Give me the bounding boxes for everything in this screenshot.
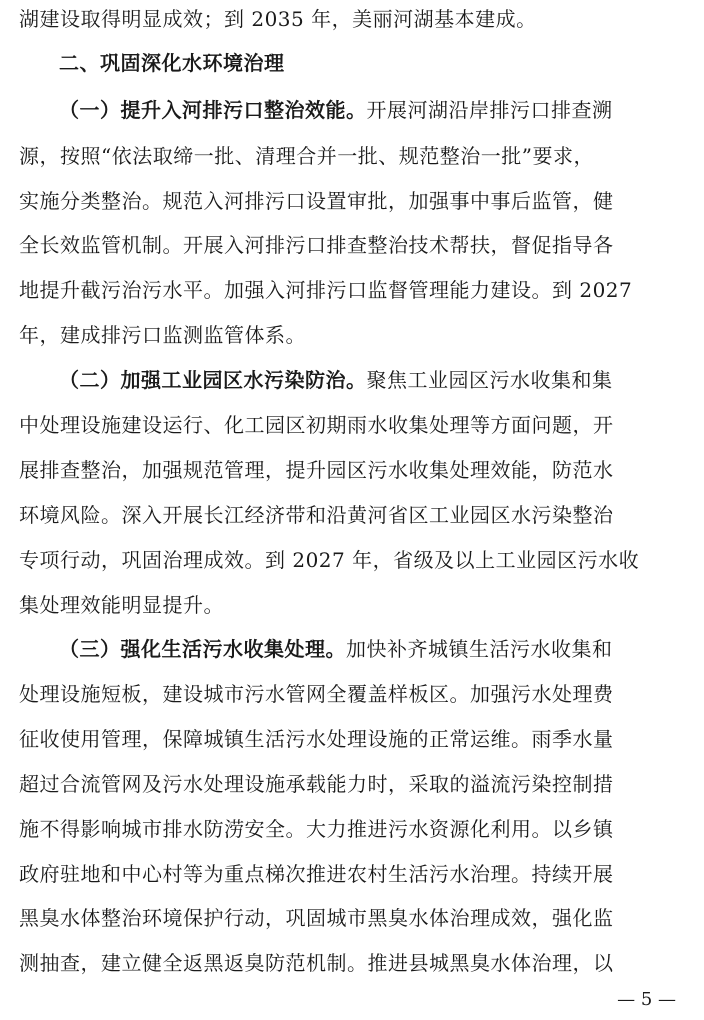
paragraph-2-first-line bbox=[59, 365, 687, 395]
text-line-6: 全长效监管机制。开展入河排污口排查整治技术帮扶，督促指导各 bbox=[19, 233, 614, 257]
paragraph-3-lead: 加快补齐城镇生活污水收集和 bbox=[346, 637, 613, 661]
text-line-19: 施不得影响城市排水防涝安全。大力推进污水资源化利用。以乡镇 bbox=[19, 817, 614, 841]
text-line-17: 征收使用管理，保障城镇生活污水处理设施的正常运维。雨季水量 bbox=[19, 727, 614, 751]
text-line-14: 集处理效能明显提升。 bbox=[19, 593, 224, 617]
paragraph-3-title: （三）强化生活污水收集处理。 bbox=[59, 637, 346, 661]
text-line-18: 超过合流管网及污水处理设施承载能力时，采取的溢流污染控制措 bbox=[19, 772, 614, 796]
section-heading-2: 二、巩固深化水环境治理 bbox=[59, 51, 285, 75]
paragraph-2-title: （二）加强工业园区水污染防治。 bbox=[59, 368, 367, 392]
paragraph-1-first-line bbox=[59, 95, 687, 125]
paragraph-3-first-line bbox=[59, 634, 687, 664]
text-line-12: 环境风险。深入开展长江经济带和沿黄河省区工业园区水污染整治 bbox=[19, 503, 614, 527]
text-line-4: 源，按照“依法取缔一批、清理合并一批、规范整治一批”要求， bbox=[19, 144, 594, 168]
paragraph-1-title: （一）提升入河排污口整治效能。 bbox=[59, 98, 367, 122]
text-line-16: 处理设施短板，建设城市污水管网全覆盖样板区。加强污水处理费 bbox=[19, 682, 614, 706]
text-line-8: 年，建成排污口监测监管体系。 bbox=[19, 323, 306, 347]
text-line-22: 测抽查，建立健全返黑返臭防范机制。推进县城黑臭水体治理，以 bbox=[19, 951, 614, 975]
paragraph-1-lead: 开展河湖沿岸排污口排查溯 bbox=[366, 98, 613, 122]
text-line-7: 地提升截污治污水平。加强入河排污口监督管理能力建设。到 2027 bbox=[19, 278, 633, 302]
paragraph-2-lead: 聚焦工业园区污水收集和集 bbox=[366, 368, 613, 392]
text-line-1: 湖建设取得明显成效；到 2035 年，美丽河湖基本建成。 bbox=[19, 7, 537, 31]
text-line-21: 黑臭水体整治环境保护行动，巩固城市黑臭水体治理成效，强化监 bbox=[19, 906, 614, 930]
page-number: — 5 — bbox=[617, 989, 676, 1010]
text-line-5: 实施分类整治。规范入河排污口设置审批，加强事中事后监管，健 bbox=[19, 189, 614, 213]
text-line-10: 中处理设施建设运行、化工园区初期雨水收集处理等方面问题，开 bbox=[19, 413, 614, 437]
text-line-13: 专项行动，巩固治理成效。到 2027 年，省级及以上工业园区污水收 bbox=[19, 548, 640, 572]
text-line-11: 展排查整治，加强规范管理，提升园区污水收集处理效能，防范水 bbox=[19, 458, 614, 482]
text-line-20: 政府驻地和中心村等为重点梯次推进农村生活污水治理。持续开展 bbox=[19, 862, 614, 886]
